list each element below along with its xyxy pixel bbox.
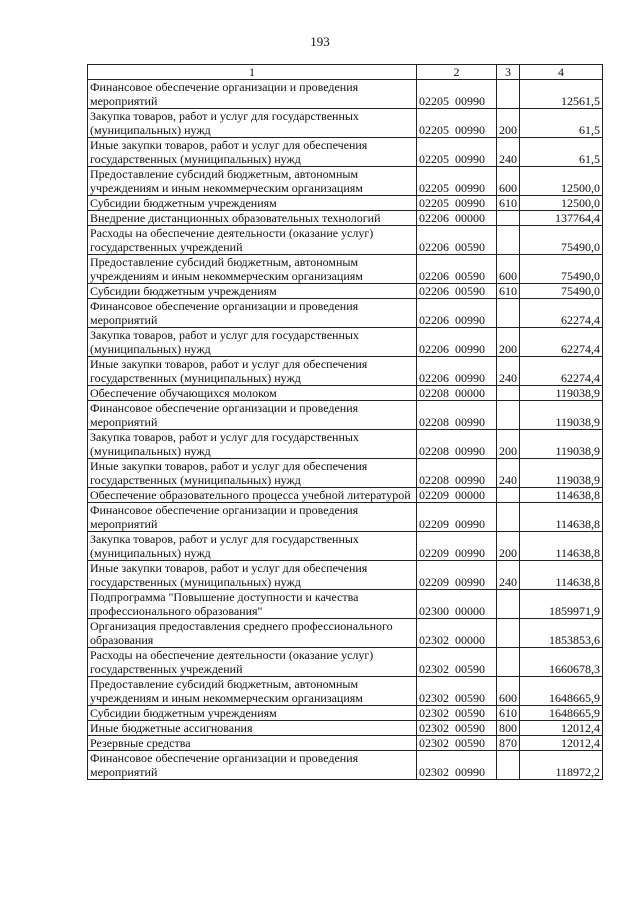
row-amount-cell: 1660678,3 xyxy=(520,648,603,677)
table-row xyxy=(88,488,603,503)
row-target-code-cell: 02208 00000 xyxy=(417,386,497,401)
row-amount-cell: 12500,0 xyxy=(520,196,603,211)
table-row xyxy=(88,80,603,109)
row-name-cell: Иные закупки товаров, работ и услуг для обеспечения государственных (муниципальных) нужд xyxy=(88,357,417,386)
table-row xyxy=(88,648,603,677)
row-name-cell: Иные закупки товаров, работ и услуг для обеспечения государственных (муниципальных) нужд xyxy=(88,561,417,590)
row-expense-type-cell xyxy=(497,211,520,226)
row-name-cell: Предоставление субсидий бюджетным, автономным учреждениям и иным некоммерческим организациям xyxy=(88,255,417,284)
table-row xyxy=(88,226,603,255)
row-amount-cell: 12561,5 xyxy=(520,80,603,109)
column-header-name: 1 xyxy=(88,65,417,80)
row-target-code-cell: 02205 00990 xyxy=(417,138,497,167)
row-expense-type-cell xyxy=(497,590,520,619)
row-expense-type-cell: 610 xyxy=(497,196,520,211)
row-amount-cell: 61,5 xyxy=(520,138,603,167)
table-body xyxy=(88,80,603,780)
row-expense-type-cell: 600 xyxy=(497,167,520,196)
row-target-code-cell: 02206 00590 xyxy=(417,255,497,284)
row-name-cell: Финансовое обеспечение организации и проведения мероприятий xyxy=(88,751,417,780)
table-row xyxy=(88,561,603,590)
row-name-cell: Расходы на обеспечение деятельности (оказание услуг) государственных учреждений xyxy=(88,648,417,677)
row-name-cell: Иные бюджетные ассигнования xyxy=(88,721,417,736)
table-row xyxy=(88,503,603,532)
row-amount-cell: 61,5 xyxy=(520,109,603,138)
row-expense-type-cell xyxy=(497,751,520,780)
row-amount-cell: 118972,2 xyxy=(520,751,603,780)
row-target-code-cell: 02208 00990 xyxy=(417,401,497,430)
table-row xyxy=(88,677,603,706)
table-row xyxy=(88,196,603,211)
row-target-code-cell: 02300 00000 xyxy=(417,590,497,619)
row-expense-type-cell xyxy=(497,488,520,503)
table-row xyxy=(88,328,603,357)
row-amount-cell: 119038,9 xyxy=(520,401,603,430)
row-target-code-cell: 02302 00590 xyxy=(417,721,497,736)
row-expense-type-cell: 600 xyxy=(497,677,520,706)
row-name-cell: Закупка товаров, работ и услуг для государственных (муниципальных) нужд xyxy=(88,532,417,561)
row-expense-type-cell: 200 xyxy=(497,109,520,138)
row-name-cell: Иные закупки товаров, работ и услуг для обеспечения государственных (муниципальных) нужд xyxy=(88,138,417,167)
table-row xyxy=(88,211,603,226)
table-row xyxy=(88,459,603,488)
row-amount-cell: 12500,0 xyxy=(520,167,603,196)
row-target-code-cell: 02208 00990 xyxy=(417,430,497,459)
row-amount-cell: 75490,0 xyxy=(520,284,603,299)
row-name-cell: Закупка товаров, работ и услуг для государственных (муниципальных) нужд xyxy=(88,109,417,138)
row-target-code-cell: 02206 00990 xyxy=(417,328,497,357)
row-target-code-cell: 02209 00000 xyxy=(417,488,497,503)
table-row xyxy=(88,721,603,736)
budget-table xyxy=(87,64,603,780)
table-row xyxy=(88,109,603,138)
row-name-cell: Организация предоставления среднего профессионального образования xyxy=(88,619,417,648)
row-target-code-cell: 02206 00590 xyxy=(417,284,497,299)
row-name-cell: Финансовое обеспечение организации и проведения мероприятий xyxy=(88,401,417,430)
row-target-code-cell: 02209 00990 xyxy=(417,503,497,532)
row-expense-type-cell xyxy=(497,619,520,648)
table-row xyxy=(88,138,603,167)
row-name-cell: Субсидии бюджетным учреждениям xyxy=(88,706,417,721)
row-name-cell: Обеспечение образовательного процесса учебной литературой xyxy=(88,488,417,503)
row-name-cell: Обеспечение обучающихся молоком xyxy=(88,386,417,401)
row-name-cell: Закупка товаров, работ и услуг для государственных (муниципальных) нужд xyxy=(88,430,417,459)
row-amount-cell: 119038,9 xyxy=(520,386,603,401)
table-row xyxy=(88,386,603,401)
row-target-code-cell: 02206 00590 xyxy=(417,226,497,255)
row-target-code-cell: 02208 00990 xyxy=(417,459,497,488)
row-amount-cell: 137764,4 xyxy=(520,211,603,226)
row-name-cell: Иные закупки товаров, работ и услуг для обеспечения государственных (муниципальных) нужд xyxy=(88,459,417,488)
row-expense-type-cell xyxy=(497,299,520,328)
row-expense-type-cell xyxy=(497,80,520,109)
row-expense-type-cell xyxy=(497,226,520,255)
table-row xyxy=(88,357,603,386)
row-target-code-cell: 02205 00990 xyxy=(417,80,497,109)
row-amount-cell: 75490,0 xyxy=(520,226,603,255)
row-amount-cell: 62274,4 xyxy=(520,357,603,386)
row-target-code-cell: 02206 00990 xyxy=(417,299,497,328)
row-expense-type-cell: 240 xyxy=(497,357,520,386)
row-name-cell: Предоставление субсидий бюджетным, автономным учреждениям и иным некоммерческим организациям xyxy=(88,167,417,196)
row-amount-cell: 62274,4 xyxy=(520,299,603,328)
row-target-code-cell: 02206 00990 xyxy=(417,357,497,386)
table-row xyxy=(88,167,603,196)
table-row xyxy=(88,430,603,459)
row-name-cell: Резервные средства xyxy=(88,736,417,751)
row-target-code-cell: 02205 00990 xyxy=(417,109,497,138)
table-row xyxy=(88,284,603,299)
table-row xyxy=(88,401,603,430)
row-name-cell: Закупка товаров, работ и услуг для государственных (муниципальных) нужд xyxy=(88,328,417,357)
column-header-amount: 4 xyxy=(520,65,603,80)
row-name-cell: Субсидии бюджетным учреждениям xyxy=(88,284,417,299)
page-number: 193 xyxy=(310,34,330,49)
row-amount-cell: 12012,4 xyxy=(520,721,603,736)
row-name-cell: Расходы на обеспечение деятельности (оказание услуг) государственных учреждений xyxy=(88,226,417,255)
table-row xyxy=(88,255,603,284)
table-row xyxy=(88,751,603,780)
row-expense-type-cell: 200 xyxy=(497,532,520,561)
row-expense-type-cell: 240 xyxy=(497,561,520,590)
column-header-target-code: 2 xyxy=(417,65,497,80)
row-amount-cell: 12012,4 xyxy=(520,736,603,751)
row-expense-type-cell xyxy=(497,386,520,401)
row-expense-type-cell xyxy=(497,401,520,430)
column-header-expense-type: 3 xyxy=(497,65,520,80)
table-header-row xyxy=(88,65,603,80)
row-amount-cell: 114638,8 xyxy=(520,532,603,561)
row-amount-cell: 62274,4 xyxy=(520,328,603,357)
table-row xyxy=(88,619,603,648)
table-row xyxy=(88,590,603,619)
row-amount-cell: 114638,8 xyxy=(520,503,603,532)
row-expense-type-cell xyxy=(497,503,520,532)
row-expense-type-cell: 200 xyxy=(497,430,520,459)
row-name-cell: Финансовое обеспечение организации и проведения мероприятий xyxy=(88,503,417,532)
row-expense-type-cell: 870 xyxy=(497,736,520,751)
row-target-code-cell: 02302 00000 xyxy=(417,619,497,648)
row-amount-cell: 114638,8 xyxy=(520,561,603,590)
table-row xyxy=(88,706,603,721)
row-name-cell: Финансовое обеспечение организации и проведения мероприятий xyxy=(88,80,417,109)
row-amount-cell: 1853853,6 xyxy=(520,619,603,648)
row-name-cell: Финансовое обеспечение организации и проведения мероприятий xyxy=(88,299,417,328)
row-target-code-cell: 02205 00990 xyxy=(417,196,497,211)
table-row xyxy=(88,532,603,561)
row-amount-cell: 1648665,9 xyxy=(520,677,603,706)
row-amount-cell: 75490,0 xyxy=(520,255,603,284)
row-expense-type-cell xyxy=(497,648,520,677)
table-row xyxy=(88,299,603,328)
row-target-code-cell: 02302 00590 xyxy=(417,736,497,751)
row-expense-type-cell: 200 xyxy=(497,328,520,357)
row-amount-cell: 119038,9 xyxy=(520,430,603,459)
row-expense-type-cell: 600 xyxy=(497,255,520,284)
row-target-code-cell: 02302 00590 xyxy=(417,706,497,721)
row-expense-type-cell: 610 xyxy=(497,284,520,299)
row-name-cell: Подпрограмма "Повышение доступности и качества профессионального образования" xyxy=(88,590,417,619)
row-target-code-cell: 02302 00590 xyxy=(417,648,497,677)
row-target-code-cell: 02209 00990 xyxy=(417,561,497,590)
table-row xyxy=(88,736,603,751)
row-amount-cell: 1648665,9 xyxy=(520,706,603,721)
row-target-code-cell: 02209 00990 xyxy=(417,532,497,561)
row-target-code-cell: 02205 00990 xyxy=(417,167,497,196)
row-target-code-cell: 02302 00590 xyxy=(417,677,497,706)
row-expense-type-cell: 240 xyxy=(497,138,520,167)
row-expense-type-cell: 240 xyxy=(497,459,520,488)
row-amount-cell: 1859971,9 xyxy=(520,590,603,619)
row-expense-type-cell: 800 xyxy=(497,721,520,736)
row-target-code-cell: 02206 00000 xyxy=(417,211,497,226)
row-name-cell: Внедрение дистанционных образовательных технологий xyxy=(88,211,417,226)
row-name-cell: Предоставление субсидий бюджетным, автономным учреждениям и иным некоммерческим организациям xyxy=(88,677,417,706)
row-expense-type-cell: 610 xyxy=(497,706,520,721)
row-amount-cell: 119038,9 xyxy=(520,459,603,488)
row-target-code-cell: 02302 00990 xyxy=(417,751,497,780)
row-amount-cell: 114638,8 xyxy=(520,488,603,503)
row-name-cell: Субсидии бюджетным учреждениям xyxy=(88,196,417,211)
